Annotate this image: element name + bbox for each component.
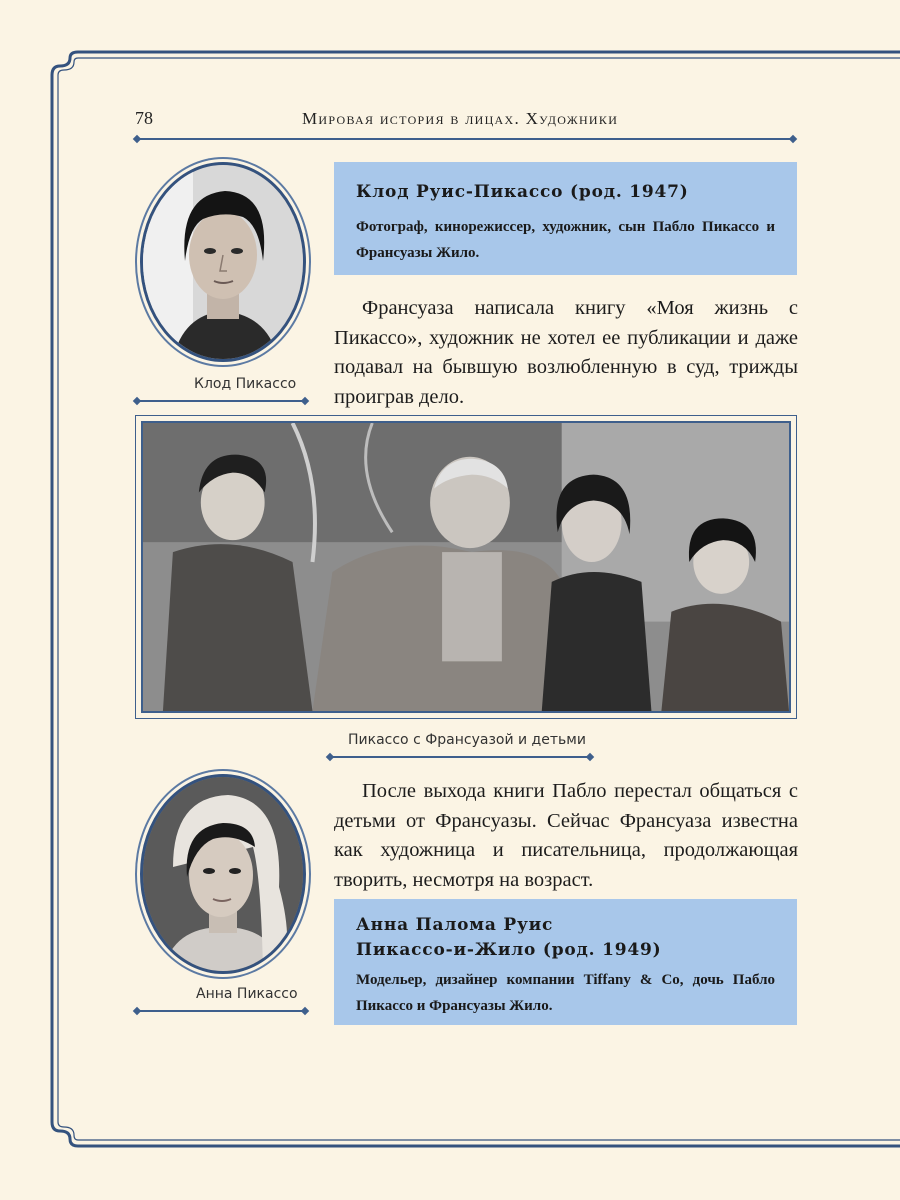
portrait-claude-image [143,165,303,359]
infobox-paloma-name-line-1: Анна Палома Руис [356,915,554,935]
infobox-claude-name: Клод Руис-Пикассо (род. 1947) [356,182,689,202]
body-paragraph-2: После выхода книги Пабло перестал общаться с детьми от Франсуазы. Сейчас Франсуаза известна как художница и писательница, продолжающая творить, несмотря на возраст. [334,780,798,891]
portrait-claude-caption: Клод Пикассо [194,376,297,392]
group-photo-caption-rule [330,756,590,758]
infobox-paloma [334,899,797,1025]
infobox-claude [334,162,797,275]
body-paragraph-1: Франсуаза написала книгу «Моя жизнь с Пикассо», художник не хотел ее публикации и даже подавал на бывшую возлюбленную в суд, трижды проиграв дело. [334,297,798,408]
portrait-paloma-image [143,777,303,971]
portrait-claude [140,162,306,362]
portrait-paloma-caption: Анна Пикассо [196,986,298,1002]
page-number: 78 [135,108,153,128]
infobox-paloma-description: Модельер, дизайнер компании Tiffany & Co, дочь Пабло Пикассо и Франсуазы Жило. [356,972,775,1014]
portrait-paloma [140,774,306,974]
portrait-claude-caption-rule [137,400,305,402]
infobox-paloma-name-line-2: Пикассо-и-Жило (род. 1949) [356,940,662,960]
group-photo-image [143,423,789,711]
infobox-claude-description: Фотограф, кинорежиссер, художник, сын Пабло Пикассо и Франсуазы Жило. [356,219,775,261]
group-photo-caption: Пикассо с Франсуазой и детьми [348,732,586,748]
header-rule [137,138,793,140]
portrait-paloma-caption-rule [137,1010,305,1012]
running-title: Мировая история в лицах. Художники [302,109,619,128]
group-photo-frame [135,415,797,719]
group-photo [141,421,791,713]
